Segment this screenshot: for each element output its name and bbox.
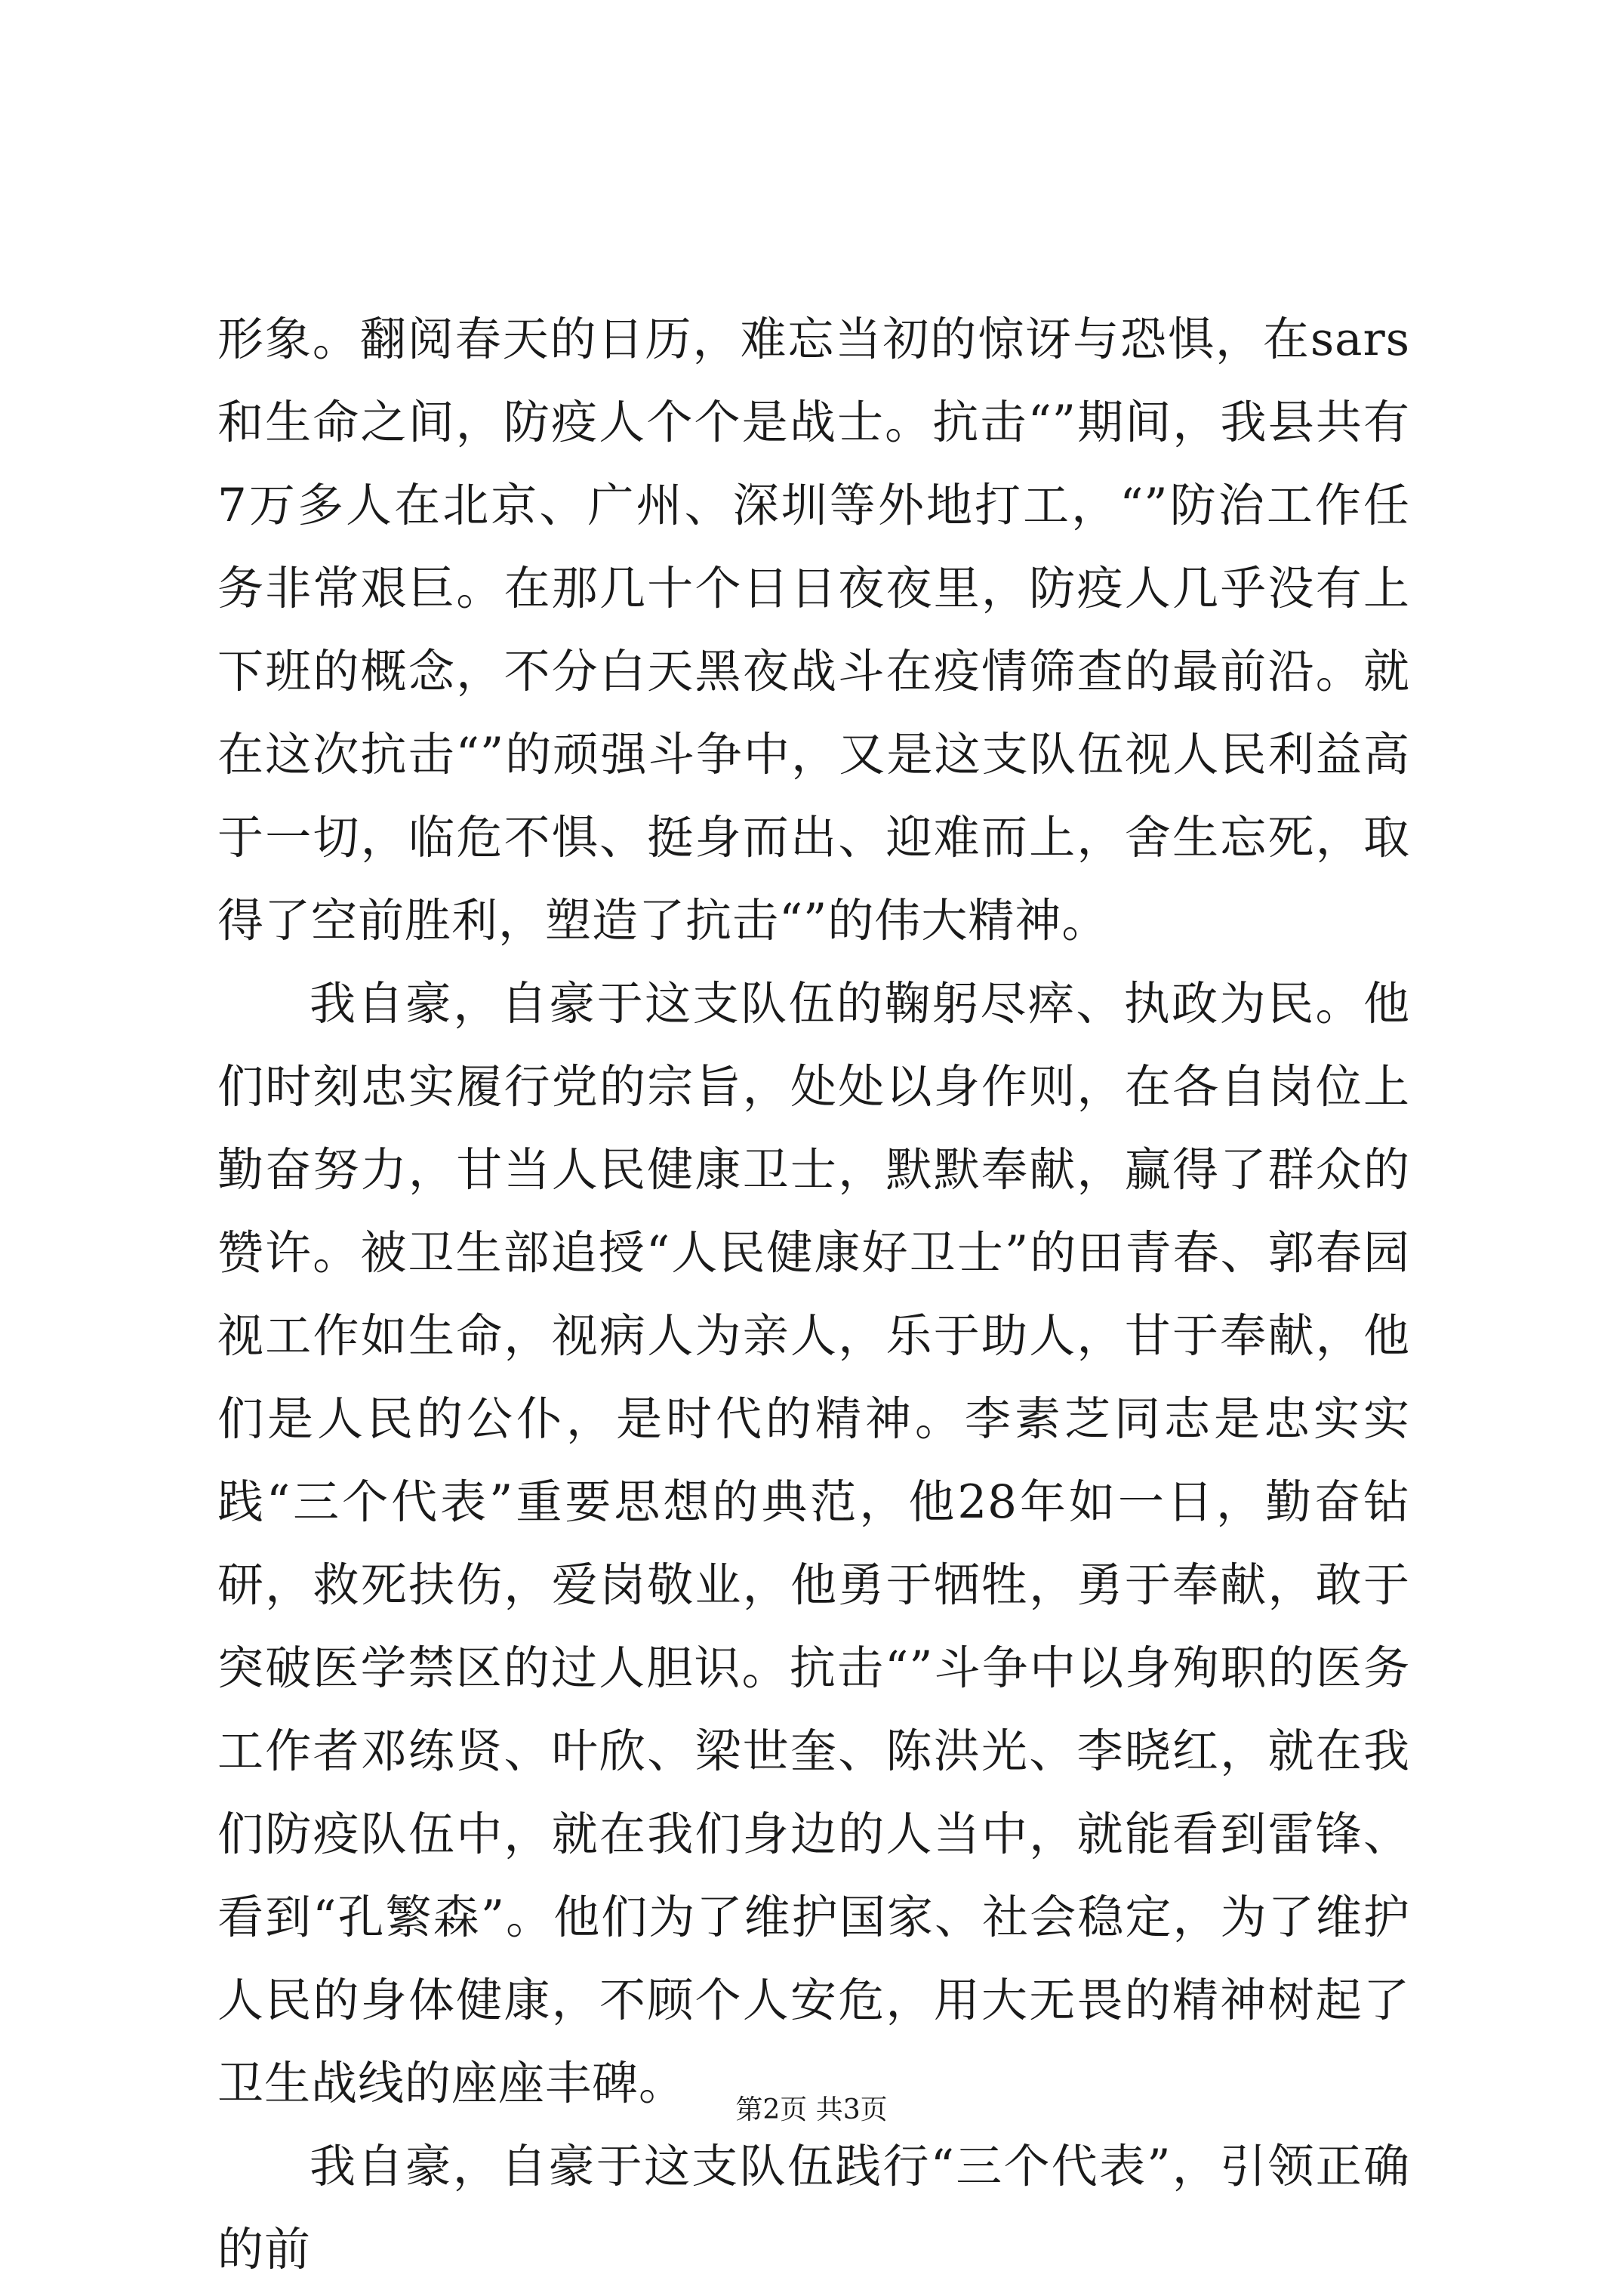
paragraph-2: 我自豪，自豪于这支队伍的鞠躬尽瘁、执政为民。他们时刻忠实履行党的宗旨，处处以身作则，在各自岗位上勤奋努力，甘当人民健康卫士，默默奉献，赢得了群众的赞许。被卫生部追授“人民健康好卫士”的田青春、郭春园视工作如生命，视病人为亲人，乐于助人，甘于奉献，他们是人民的公仆，是时代的精神。李素芝同志是忠实实践“三个代表”重要思想的典范，他28年如一日，勤奋钻研，救死扶伤，爱岗敬业，他勇于牺牲，勇于奉献，敢于突破医学禁区的过人胆识。抗击“”斗争中以身殉职的医务工作者邓练贤、叶欣、梁世奎、陈洪光、李晓红，就在我们防疫队伍中，就在我们身边的人当中，就能看到雷锋、看到“孔繁森”。他们为了维护国家、社会稳定，为了维护人民的身体健康，不顾个人安危，用大无畏的精神树起了卫生战线的座座丰碑。	[217, 977, 1410, 2110]
document-body	[217, 298, 1410, 2291]
paragraph-1: 形象。翻阅春天的日历，难忘当初的惊讶与恐惧，在sars和生命之间，防疫人个个是战士。抗击“”期间，我县共有7万多人在北京、广州、深圳等外地打工，“”防治工作任务非常艰巨。在那几十个日日夜夜里，防疫人几乎没有上下班的概念，不分白天黑夜战斗在疫情筛查的最前沿。就在这次抗击“”的顽强斗争中，又是这支队伍视人民利益高于一切，临危不惧、挺身而出、迎难而上，舍生忘死，取得了空前胜利，塑造了抗击“”的伟大精神。	[217, 313, 1410, 948]
paragraph-3: 我自豪，自豪于这支队伍践行“三个代表”，引领正确的前	[217, 2140, 1410, 2276]
page-footer: 第2页 共3页	[735, 2094, 888, 2125]
